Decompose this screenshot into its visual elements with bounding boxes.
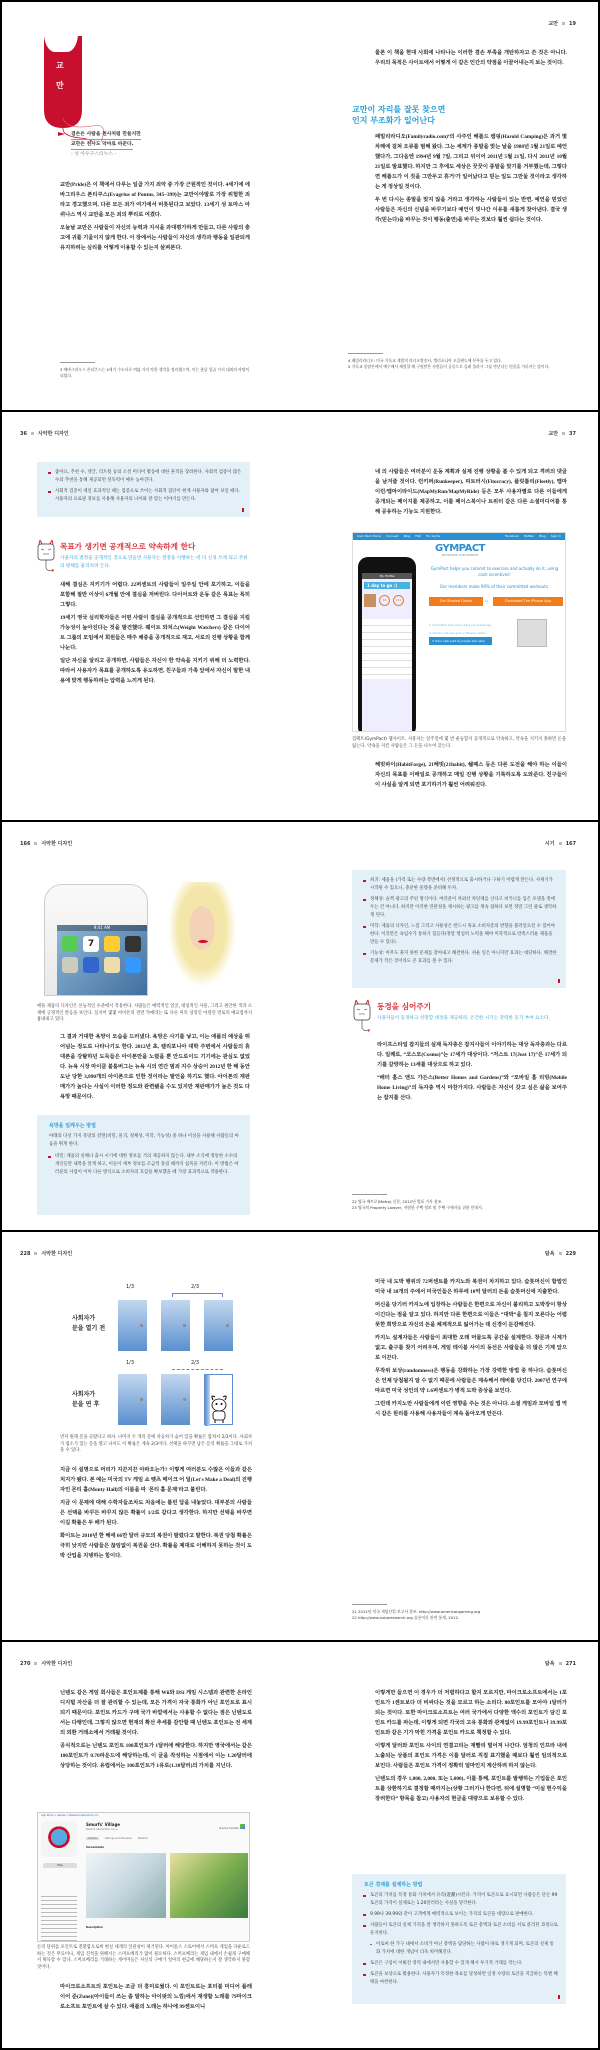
page-number: 271 — [565, 1661, 576, 1667]
page-271 — [300, 1642, 598, 2050]
paragraph: 지금 이 설명으로 머리가 지끈지끈 아파오는가? 이렇게 여러분도 수많은 이들과 같은 처지가 됐다. 본 예는 미국의 TV 게임 쇼 렛츠 메이크 어 딜(Let's Make a Deal)의 진행자인 몬티 홀(Monty Hall)의 이름을 따 '몬티 홀 문제'라고 불린다. — [60, 1467, 252, 1493]
tip-item: 비밀: 제품의 실체나 출시 시기에 대한 정보를 거의 제공하지 않는다. 내부 소식에 정통한 소수의 개인들만 내막을 알게 하고, 이들이 세부 정보를 조금씩 흘릴 때까지 침묵을 지킨다. 이 방법은 여러분의 사업이 이미 다른 방식으로 소비자의 호감을 확보했을 때 가장 효과적으로 작용한다. — [49, 1153, 242, 1177]
paragraph: 그런데 카지노만 사람들에게 이런 영향을 주는 것은 아니다. 소셜 게임과 모바일 앱 역시 같은 원리를 사용해 사용자들이 계속 돌아오게 만든다. — [375, 1401, 567, 1417]
page-36 — [2, 412, 300, 820]
label-line: 사회자가 — [72, 1315, 96, 1322]
intro-text: 물론 이 책을 현대 사회에 나타나는 이러한 겸손 부족을 개탄하자고 쓴 것은 아니다. 우리의 목적은 사이트에서 어떻게 이 같은 인간의 약점을 이끌어내는지 보는 것이다. — [375, 50, 567, 66]
probability-label: 2/3 — [191, 1284, 200, 1290]
quote-line-1: 겸손은 사람을 천사처럼 만들지만 — [71, 130, 141, 140]
header-section: 탐욕 — [544, 1661, 555, 1667]
iphone-photo — [44, 884, 148, 996]
footnotes — [348, 353, 568, 370]
tip-box — [37, 1115, 250, 1215]
paragraph: 닌텐도의 경우 1,000, 2,000, 또는 5,000), 이를 통해, 포인트를 발행하는 기업들은 포인트를 상환하기로 결정할 때까지는(상황 그러기나 한다면, 뒤에 설명할 “미실 현수익을 장려한다” 항목을 참고) 사용자의 현금을 대량으로 보유할 수 있다. — [375, 1776, 567, 1802]
paragraph: 오늘날 교만은 사람들이 자신의 능력과 지식을 과대평가하게 만들고, 다른 사람의 충고에 귀를 기울이지 않게 한다. 이 장에서는 사람들이 자신의 생각과 행동을 일관되게 유지하려는 심리를 어떻게 이용할 수 있는지 살펴본다. — [60, 225, 250, 251]
header-book-title: 사악한 디자인 — [37, 431, 69, 437]
section-heading — [352, 104, 445, 126]
running-header — [548, 20, 576, 28]
tip-item: 정체성: 슬쩍 광고의 주된 방식이다. 여러분이 자외선 차단제를 산다고 비키니를 입은 모델을 곁에 두는 건 아니다. 하지만 이러한 연관성을 제시하는 광고를 계속 접하다 보면 정말 그런 줄로 생각하게 된다. — [364, 896, 558, 920]
gympact-tagline: GymPact helps you commit to exercise and actually do it, using cash incentives! — [430, 566, 559, 577]
door-3 — [204, 1300, 233, 1351]
switch-arrow — [172, 1369, 223, 1373]
footnotes — [352, 1194, 572, 1211]
devil-mascot-icon — [352, 1000, 372, 1034]
page-166 — [2, 822, 300, 1230]
page-number: 228 — [20, 1251, 31, 1257]
spread-pages-270-271 — [0, 1640, 600, 2050]
label-after — [72, 1390, 99, 1410]
body-text — [60, 1688, 252, 1806]
running-header — [545, 1250, 576, 1258]
label-line: 문을 연 후 — [72, 1401, 100, 1408]
marilyn-monroe-photo — [162, 882, 242, 997]
paragraph: “배터 홈스 앤드 가든스(Better Homes and Gardens)”와 “모바일 홈 리빙(Mobile Home Living)”의 독자층 역시 마찬가지다. 사람들은 자신이 갖고 싶은 삶을 보여주는 잡지를 산다. — [377, 1075, 567, 1101]
body-text: 마이크로소프트의 포인트는 조금 더 흥미로웠다. 이 포인트로는 포터블 미디어 플레이어 준(Zune)(아이들이 쓰는 좀 말하는 아이팟의 느낌)에서 재생할 노래를 79마이크로소프트 포인트에 살 수 있다. 애플의 노래는 하나에 99센트이니 — [60, 1984, 252, 2010]
tip-item: 희귀: 제품을 (가격 또는 수량 측면에서) 선정적으로 출시하거나 구하기 어렵게 만든다. 사재기가 시작될 수 있으니, 충분한 물량을 준비해 두자. — [364, 877, 558, 893]
header-book-title: 사악한 디자인 — [41, 841, 73, 847]
nav-link[interactable]: Twitter — [524, 534, 535, 538]
nav-link[interactable]: For Gyms — [426, 534, 441, 538]
download-app-button[interactable]: Download The iPhone App — [493, 597, 563, 606]
game-screenshot-summer — [170, 1853, 248, 1918]
calendar-app-icon: 7 — [83, 936, 99, 952]
probability-label: 1/3 — [126, 1360, 135, 1366]
bracket — [172, 1293, 223, 1297]
section-heading: 목표가 생기면 공개적으로 약속하게 한다 — [60, 542, 196, 551]
footnote-text: 5 기독교 종말론에서 예수께서 재림할 때 구원받은 사람들이 공중으로 들려 올라가 그를 만난다는 믿음을 가리키는 말이다. — [348, 364, 550, 369]
store-tabs — [86, 1837, 148, 1840]
paragraph: 일단 자신을 알리고 공개하면, 사람들은 자신이 한 약속을 지키기 위해 더 노력한다. 따라서 사용자가 목표를 공개하도록 유도하면, 친구들과 가족 앞에서 자신이 말한 내용에 맞게 행동하려는 압력을 느끼게 된다. — [60, 658, 250, 684]
body-text: 그 결과 거대한 욕망이 모습을 드러냈다. 욕망은 사기를 낳고, 이는 애플의 예상을 뛰어넘는 정도로 나타나기도 한다. 2012년 초, 캘리포니아 대학 주변에서 사람들의 휴대폰을 강탈하던 도둑들은 아이폰만을 노렸을 뿐 안드로이드 기기에는 관심도 없었다. 뉴욕 시장 마이클 블룸버그는 뉴욕 시의 연간 범죄 지수 상승이 2012년 한 해 동안 도난 당한 3,890개의 아이폰으로 인한 것이라는 발언을 하기도 했다. 아이폰의 재판매가가 높다는 사실이 이러한 정도와 관련됐을 수도 있지만 재판매가가 높은 것도 다 욕망 때문이다. — [60, 1034, 250, 1100]
paragraph: 이렇게 달러와 포인트 사이의 연결고리는 재빨리 멀어져 나간다. 엄청의 인프라 내에 노출되는 상품의 포인트 가격은 이를 달러로 직접 표기했을 때보다 훨씬 임의적으로 보인다. 사람들은 포인트 가격이 정확히 얼마인지 계산하려 하지 않는다. — [375, 1743, 567, 1769]
page-number: 270 — [20, 1661, 31, 1667]
heading-line: 교만이 자리를 잘못 찾으면 — [352, 105, 446, 114]
tip-box — [352, 870, 566, 988]
gympact-logo — [435, 543, 485, 557]
tab-details[interactable]: Details — [88, 1837, 97, 1840]
running-header — [20, 1660, 72, 1668]
chapter-title-char-2: 만 — [56, 81, 64, 90]
game-center-badge — [219, 1824, 245, 1830]
app-developer[interactable]: Beeline Interactive, Inc. ▸ — [86, 1828, 118, 1831]
nav-link[interactable]: Gym Pact Home — [357, 534, 382, 538]
phone-stat: 68 — [379, 595, 390, 606]
paragraph: 닌텐도 같은 게임 회사들은 포인트제를 통해 Wii와 DSi 게임 시스템과 관련한 온라인 디지털 자산을 더 잘 관리할 수 있는데, 모든 가격이 자국 통화가 아닌 포인트로 표시되기 때문이다. 포인트 카드가 구매 국가 바깥에서는 사용할 수 없다는 점은 닌텐도로서는 다행인데, 그렇지 않으면 현재의 확산 추세를 감안할 때 닌텐도 포인트는 전 세계의 외환 거래소에서 거래될 것이다. — [60, 1690, 252, 1736]
maps-app-icon — [104, 957, 120, 973]
tip-item: 토큰의 가치를 특정 통화 가치에서 유리(遊離)시킨다. 가격이 토큰으로 표시되면 사람들은 단돈 99토큰의 가격이 실제로는 1.20달러라는 사실을 망각한다. — [364, 1892, 558, 1908]
header-section: 탐욕 — [544, 1251, 555, 1257]
top-in-app-list — [41, 1893, 77, 1941]
figure-caption: 먼저 원래 문을 골랐다고 하자. 나머지 두 개의 문에 자동차가 숨어 있을 확률은 합쳐서 2/3이다. 사회자가 염소가 있는 문을 열고 나서도 이 확률은 계속 2/3이다. 선택을 바꾸면 남은 문의 확률을 그대로 가져올 수 있다. — [60, 1435, 253, 1453]
box-intro: 아래의 다섯 가지 욕망의 겉면(비밀, 물귀, 정체성, 미학, 기능성) 중 하나 이상을 사용해 사람들의 마음을 뛰게 한다. — [49, 1134, 239, 1147]
footnotes — [352, 1604, 572, 1621]
app-name: Smurfs' Village — [86, 1822, 121, 1827]
game-center-label: Game Center — [219, 1826, 240, 1830]
tip-item: 사회적 검증이 제일 효과적일 때는 검증으로 쓰이는 사회적 집단이 현재 사용자와 닮아 보일 때다. 사용자의 프로필 정보를 사용해 사용자의 나이와 잘 맞는 이야기를 만든다. — [49, 488, 242, 504]
page-37 — [300, 412, 598, 820]
tip-item: 미학: 제품의 디자인, 느낌 그리고 사용성은 반드시 목표 소비자층의 반향을 불러일으킬 수 있어야 한다. 이것만은 속임수가 통하기 힘들다(정말 열심히 노력을 해야 미학적으로 만족스러운 제품을 만들 수 있다). — [364, 923, 558, 947]
paragraph: 새해 결심은 지키기가 어렵다. 22퍼센트의 사람들이 일주일 안에 포기하고, 이들을 포함해 절반 이상이 6개월 안에 결심을 저버린다. 다이어트와 운동 같은 목표는 특히 그렇다. — [60, 582, 250, 608]
body-text — [375, 1688, 567, 1864]
page-number: 36 — [20, 431, 27, 437]
page-number: 229 — [565, 1251, 576, 1257]
tip-box — [37, 462, 250, 517]
tip-item: 토큰을 보상으로 활용한다. 사용자가 특정한 목표를 달성하면 일정 수량의 토큰을 지급하는 특별 혜택을 마련한다. — [364, 1971, 558, 1987]
spread-pages-18-19 — [0, 0, 600, 410]
running-header — [20, 430, 69, 438]
tab-related[interactable]: Related — [137, 1837, 148, 1840]
game-screenshot-winter — [86, 1853, 166, 1918]
page-number: 19 — [569, 21, 576, 27]
running-header — [548, 430, 576, 438]
section-subtitle: 사용자들이 동경하고 선망할 대상을 제공하라. 온건한 시기는 강력한 동기 부여 요소다. — [377, 1016, 550, 1021]
get-started-button[interactable]: Get Started Online — [429, 597, 483, 606]
phone-banner: 1 day to go :) — [364, 582, 410, 589]
phone-profile-title: My Profile — [362, 573, 412, 579]
chapter-title-char-1: 교 — [56, 61, 64, 70]
devil-mascot-icon — [36, 540, 56, 574]
site-nav-bar — [353, 533, 565, 540]
page-number: 37 — [569, 431, 576, 437]
nav-link[interactable]: FAQ — [415, 534, 422, 538]
goat-icon — [208, 1394, 230, 1424]
footnote-text: 23 영국의 Property Lawyer, 저렴한 주택 정보 및 주택 구매자를 위한 안내서. — [352, 1205, 483, 1210]
iphone-mockup — [358, 557, 416, 732]
footnote-text: 22 http://www.nsbaresearch.org 슬롯머신 관련 통계, 2012. — [352, 1615, 460, 1620]
paragraph: 머신을 당기러 카지노에 입장하는 사람들은 한편으로 자신이 불리하고 도박장이 항상 이긴다는 점을 알고 있다. 하지만 다른 한편으로 이들은 “대박”을 칠지 모른다는 어렴풋한 희망으로 자신의 돈을 체계적으로 잃어가는 데 신경이 둔감해진다. — [375, 1302, 567, 1328]
box-end-mark — [558, 1995, 561, 1999]
photos-app-icon — [104, 936, 120, 952]
header-section: 시기 — [544, 841, 555, 847]
nav-link[interactable]: Facebook — [504, 534, 519, 538]
body-text: 해빗파이(HabitForge), 21해빗(21habit), 쉘패스 등은 다른 도전을 해야 하는 이들이 자신의 목표를 이메일로 공개하고 매일 진행 상황을 기록하도록 도와준다. 친구들이 이 사실을 알게 되면 포기하기가 훨씬 어려워진다. — [375, 762, 567, 788]
page-18 — [2, 2, 300, 410]
tab-ratings[interactable]: Ratings and Reviews — [105, 1837, 132, 1840]
probability-label: 2/3 — [191, 1360, 200, 1366]
tip-item: 토큰은 구입이 이뤄진 영역 내에서만 사용할 수 있게 해서 투기적 거래를 막는다. — [364, 1960, 558, 1968]
spread-pages-36-37 — [0, 410, 600, 820]
running-header — [545, 840, 576, 848]
logo-subtext: INCENTIVIZE YOUR EXERCISE — [441, 554, 479, 557]
page-270 — [2, 1642, 300, 2050]
footnote-text: 22 영국 메트로(Metro) 신문, 2012년 발표 기사 참조. — [352, 1199, 443, 1204]
paragraph: 공식적으로는 닌텐도 포인트 100포인트가 1달러에 해당한다. 하지만 영국에서는 같은 100포인트가 0.70파운드에 해당하는데, 이 글을 작성하는 시점에서 이는 1.20달러에 상당하는 것이다. 유럽에서는 100포인트가 1유로(1.30달러)의 가치를 지닌다. — [60, 1743, 252, 1769]
paragraph: 지금 이 문제에 대해 수학자들조차도 처음에는 틀린 답을 내놓았다. 대부분의 사람들은 선택을 바꾸든 바꾸지 않든 확률이 1/2로 같다고 생각한다. 하지만 선택을 바꾸면 이길 확률은 두 배가 된다. — [60, 1500, 252, 1526]
free-button[interactable]: Free — [43, 1863, 77, 1868]
paragraph: 화이트는 2010년 한 해에 66만 달러 규모의 복권이 팔렸다고 말한다. 복권 당첨 확률은 극히 낮지만 사람들은 끊임없이 복권을 산다. 확률을 제대로 이해하지 못하는 것이 도박 산업을 지탱하는 힘이다. — [60, 1533, 252, 1559]
nav-link[interactable]: Sign In — [550, 534, 561, 538]
logo-text: GYMPACT — [435, 543, 485, 554]
nav-link[interactable]: Blog — [539, 534, 546, 538]
screenshots-label: Screenshots — [86, 1846, 105, 1849]
notes-app-icon — [62, 957, 78, 973]
tip-item: 9.99나 39.99와 같이 고객에게 매력적으로 보이는 가격의 토큰을 대량으로 판매한다. — [364, 1911, 558, 1919]
body-text — [375, 1277, 567, 1422]
footnote-text: 4 패밀리라디오: 미국 기독교 계열의 라디오방송사, 캘리포니아 오클랜드에 본부를 두고 있다. — [348, 358, 502, 363]
box-end-mark — [558, 979, 561, 983]
running-header — [545, 1660, 576, 1668]
page-number: 166 — [20, 841, 31, 847]
footnote — [60, 362, 250, 379]
paragraph: 미국 내 도박 행위의 72퍼센트를 카지노와 복권이 차지하고 있다. 슬롯머신이 합법인 미국 내 38개의 주에서 미국인들은 하루에 10억 달러의 돈을 슬롯머신에 지출한다. — [375, 1279, 567, 1295]
footnote-text: 3 에바그리우스 폰티쿠스는 4세기 수도사로 여덟 가지 악한 생각을 정리했으며, 이는 훗날 일곱 가지 대죄의 바탕이 되었다. — [60, 367, 250, 378]
epigraph-quote — [71, 130, 141, 159]
tail-arrow-icon — [58, 132, 65, 136]
label-before — [72, 1314, 105, 1334]
paragraph: 두 번 다시는 종말을 맞지 않을 거라고 생각하는 사람들이 있는 반면, 예언을 믿었던 사람들은 자신의 신념을 바꾸기보다 예언이 빗나간 이유를 새롭게 찾아낸다. 결국 생각(믿는다)을 바꾸는 것이 행동(출연)을 바꾸는 것보다 훨씬 쉽다는 것이다. — [375, 197, 567, 223]
paragraph: 라이프스타일 잡지들의 실제 독자층은 잡지사들이 이야기하는 대상 독자층과는 다르다. 일례로, “코스모(Cosmo)”는 17세가 대상이다. “저스트 17(Just 17)”은 17세가 되기를 갈망하는 13세를 대상으로 하고 있다. — [377, 1042, 567, 1068]
box-title: 토큰 경제를 설계하는 방법 — [364, 1882, 423, 1888]
running-header — [20, 840, 72, 848]
steps-list — [429, 621, 492, 645]
body-text — [60, 1465, 252, 1564]
page-number: 167 — [565, 841, 576, 847]
paragraph: 19세기 영국 심리학자들은 어떤 사람이 결심을 공개적으로 선언하면 그 결심을 지킬 가능성이 높아진다는 것을 발견했다. 웨이트 와처스(Weight Watchers) 같은 다이어트 그룹의 모임에서 회원들은 매주 체중을 공개적으로 재고, 서로의 진행 상황을 함께 나눈다. — [60, 615, 250, 651]
figure-caption: 돈의 단위를 포인트로 전환함으로써 현실 세계의 일관성이 제거된다. 아이튠스 스토어에서 스머프 게임을 다운로드하는 것은 무료이나, 게임 진척을 위해서는 스머프베리가 많이 필요하다. 스머프베리는 게임 내에서 손쉽게 구매해서 획득할 수 있다. 스머프베리를 거래하는 게이머들은 자신의 구매가 얼마의 현금에 해당하는지 잘 생각하지 못할 것이다. — [37, 1945, 250, 1970]
spread-pages-228-229 — [0, 1230, 600, 1640]
header-book-title: 사악한 디자인 — [41, 1251, 73, 1257]
video-thumbnail[interactable] — [517, 619, 547, 647]
paragraph: 패밀리라디오(Familyradio.com)⁴의 사주인 해롤드 캠핑(Harold Camping)은 과거 몇 차례에 걸쳐 오류를 범해 왔다. 그는 세계가 종말을 맞는 날을 1988년 5월 21일로 예언했다가, 그다음엔 1994년 9월 7일, 그리고 뒤이어 2011년 5월 21일, 다시 2011년 10월 21일로 발표했다. 하지만 그 후에도 세상은 꿋꿋이 종말을 맞기를 거부했는데, 그렇다면 해롤드가 이 짓을 그만두고 휴거⁵가 일어났다고 믿는 일도 그만둘 것이라고 생각하는 게 정상일 것이다. — [375, 134, 567, 190]
label-line: 문을 열기 전 — [72, 1325, 106, 1332]
step-item: 3. Earn cash paid by people who skip! — [429, 637, 492, 645]
door-1 — [118, 1300, 147, 1351]
weather-app-icon — [125, 957, 141, 973]
door-2 — [161, 1374, 190, 1425]
body-text — [60, 180, 250, 256]
store-breadcrumb[interactable]: App Store > Games > Beeline Interactive, Inc. — [41, 1814, 100, 1817]
probability-label: 1/3 — [126, 1284, 135, 1290]
paragraph: 교만(Pride)은 이 책에서 다루는 일곱 가지 죄악 중 가장 근원적인 것이다. 4세기에 에바그리우스 폰티쿠스(Evagrius of Pontus, 345~399)는 교만이야말로 가장 위험한 죄라고 경고했으며, 다른 모든 죄가 여기에서 비롯된다고 보았다. 13세기 성 토마스 아퀴나스 역시 교만을 모든 죄의 뿌리로 여겼다. — [60, 182, 250, 218]
tip-item: 기능성: 아무도 풀지 못한 문제를 찾아내고 해결한다. 쉬운 일은 아니지만 효과는 대단하다. 해결한 문제가 작은 것이라도 큰 효과를 볼 수 있다. — [364, 950, 558, 966]
intro-text: 네 의 사람들은 여러분이 운동 계획과 실제 진행 상황을 볼 수 있게 되고 격려의 댓글을 남겨줄 것이다. 런키퍼(Runkeeper), 피트러시(Fitocracy), 플릿틀리(Fleetly), 맵마이런/맵마이라이드(MapMyRun/MapMyRide) 등은 모두 사용자별로 다른 이들에게 공개되는 페이지를 제공하고, 이를 페이스북이나 트위터 같은 다른 소셜미디어를 통해 공유하는 기능도 지원한다. — [375, 469, 567, 515]
stocks-app-icon — [83, 957, 99, 973]
page-229 — [300, 1232, 598, 1640]
step-item: 1. Commit to how many days you'll exercise. — [429, 623, 492, 627]
or-label: or — [485, 599, 489, 603]
paragraph: 카지노 설계자들은 사람들이 최대한 오래 머물도록 공간을 설계한다. 창문과 시계가 없고, 출구를 찾기 어려우며, 게임 테이블 사이의 동선은 사람들을 더 많은 기계 앞으로 이끈다. — [375, 1335, 567, 1361]
quote-line-2: 교만은 천사도 악마로 바꾼다. — [71, 140, 133, 150]
header-book-title: 사악한 디자인 — [41, 1661, 73, 1667]
section-subtitle: 사용자의 결정을 공개적인 것으로 만들면 사용자는 결정을 이행하는 데 더 신경 쓰게 되고 주위의 방해를 물리치려 든다. — [60, 556, 248, 569]
label-line: 사회자가 — [72, 1391, 96, 1398]
gympact-stat: Our members make 90% of their committed workouts. — [439, 584, 550, 589]
user-avatar — [364, 594, 376, 607]
spread-pages-166-167 — [0, 820, 600, 1230]
door-1 — [118, 1374, 147, 1425]
tip-item: 사람들이 토큰의 실제 가격을 잘 생각하지 못하도록 토큰 총액과 토큰 소비를 서로 분리된 과정으로 유지한다. — [364, 1922, 558, 1938]
page-228 — [2, 1232, 300, 1640]
app-icon — [41, 1821, 77, 1857]
body-text — [60, 580, 250, 689]
gympact-screenshot — [352, 532, 566, 732]
page-167 — [300, 822, 598, 1230]
figure-caption: 애플 제품의 디자인은 본능적인 수준에서 작용한다. 사람들은 매력적인 얼굴, 대칭적인 사물, 그리고 편안한 색과 소재에 긍정적인 반응을 보인다. 심지어 몇몇 아이폰의 전면 카메라는 또 다른 미의 상징인 마릴린 먼로의 애교점까지 흉내내고 있다. — [37, 1004, 252, 1022]
nav-link[interactable]: Concept — [386, 534, 399, 538]
page-19 — [300, 2, 598, 410]
phone-clock: 9:41 AM — [57, 925, 147, 931]
box-end-mark — [242, 508, 245, 512]
description-label: Description — [86, 1926, 103, 1929]
pride-devil-tail-icon — [40, 32, 115, 142]
header-section: 교만 — [548, 21, 559, 27]
tip-box — [352, 1874, 566, 2004]
quote-attribution: - 성 아우구스티누스 - — [71, 152, 117, 157]
nav-link[interactable]: Blog — [403, 534, 411, 538]
figure-caption: 짐팩트(GymPact) 웹사이트. 사용자는 일주일에 몇 번 운동할지 공개적으로 약속하고, 약속을 지키지 못하면 돈을 잃는다. 약속을 지킨 사람들은 그 돈을 나누어 갖는다. — [352, 737, 566, 749]
paragraph: 이렇게만 들으면 이 경우가 더 저렴하다고 할지 모르지만, 마이크로소프트에서는 1포인트가 1센트보다 더 비싸다는 것을 모르고 하는 소리다. 80포인트를 모아야 1달러가 되는 것이다. 또한 마이크로소프트는 여러 국가에서 다양한 액수의 포인트가 담긴 포인트 카드를 파는데, 이렇게 되면 각국의 고유 통화와 관계없이 19.99포인트나 39.99포인트와 같은 기가 막힌 가격을 포인트 카드로 책정할 수 있다. — [375, 1690, 567, 1736]
header-section: 교만 — [548, 431, 559, 437]
phone-stat: 131 — [393, 595, 404, 606]
tip-subitem: 이로써 한 가구 내에서 소비가 아닌 총액을 담당하는 사람이 따로 생기게 되며, 토큰의 실제 통화 가치에 대한 개념이 더욱 희미해진다. — [364, 1941, 558, 1957]
camera-app-icon — [125, 936, 141, 952]
body-text — [377, 1040, 567, 1106]
body-text — [375, 132, 567, 228]
tip-item: 좋아요, 추천 수, 댓글, 리트윗 등의 소셜 미디어 활동에 대한 흔적을 장려한다. 사회적 검증이 많은 수의 추천을 통해 제공되면 설득력이 매우 높아진다. — [49, 469, 242, 485]
step-item: 2. Check in at any gym or fitness center. — [429, 631, 486, 635]
heading-line: 인지 부조화가 일어난다 — [352, 116, 435, 125]
section-heading: 동경을 심어주기 — [377, 1002, 431, 1011]
paragraph: 무작위 보상(randomness)은 행동을 강화하는 가장 강력한 방법 중 하나다. 슬롯머신은 언제 당첨될지 알 수 없기 때문에 사람들은 계속해서 레버를 당긴다. 2007년 연구에 따르면 미국 성인의 약 1.6퍼센트가 병적 도박 증상을 보인다. — [375, 1368, 567, 1394]
door-2 — [161, 1300, 190, 1351]
monty-hall-diagram — [2, 1232, 300, 1432]
footnote-text: 21 2012년 미국 게임산업 보고서 참조. http://www.americangaming.org — [352, 1609, 481, 1614]
app-store-screenshot — [37, 1812, 250, 1942]
messages-app-icon — [62, 936, 78, 952]
box-title: 욕망을 일깨우는 방법 — [49, 1123, 96, 1129]
